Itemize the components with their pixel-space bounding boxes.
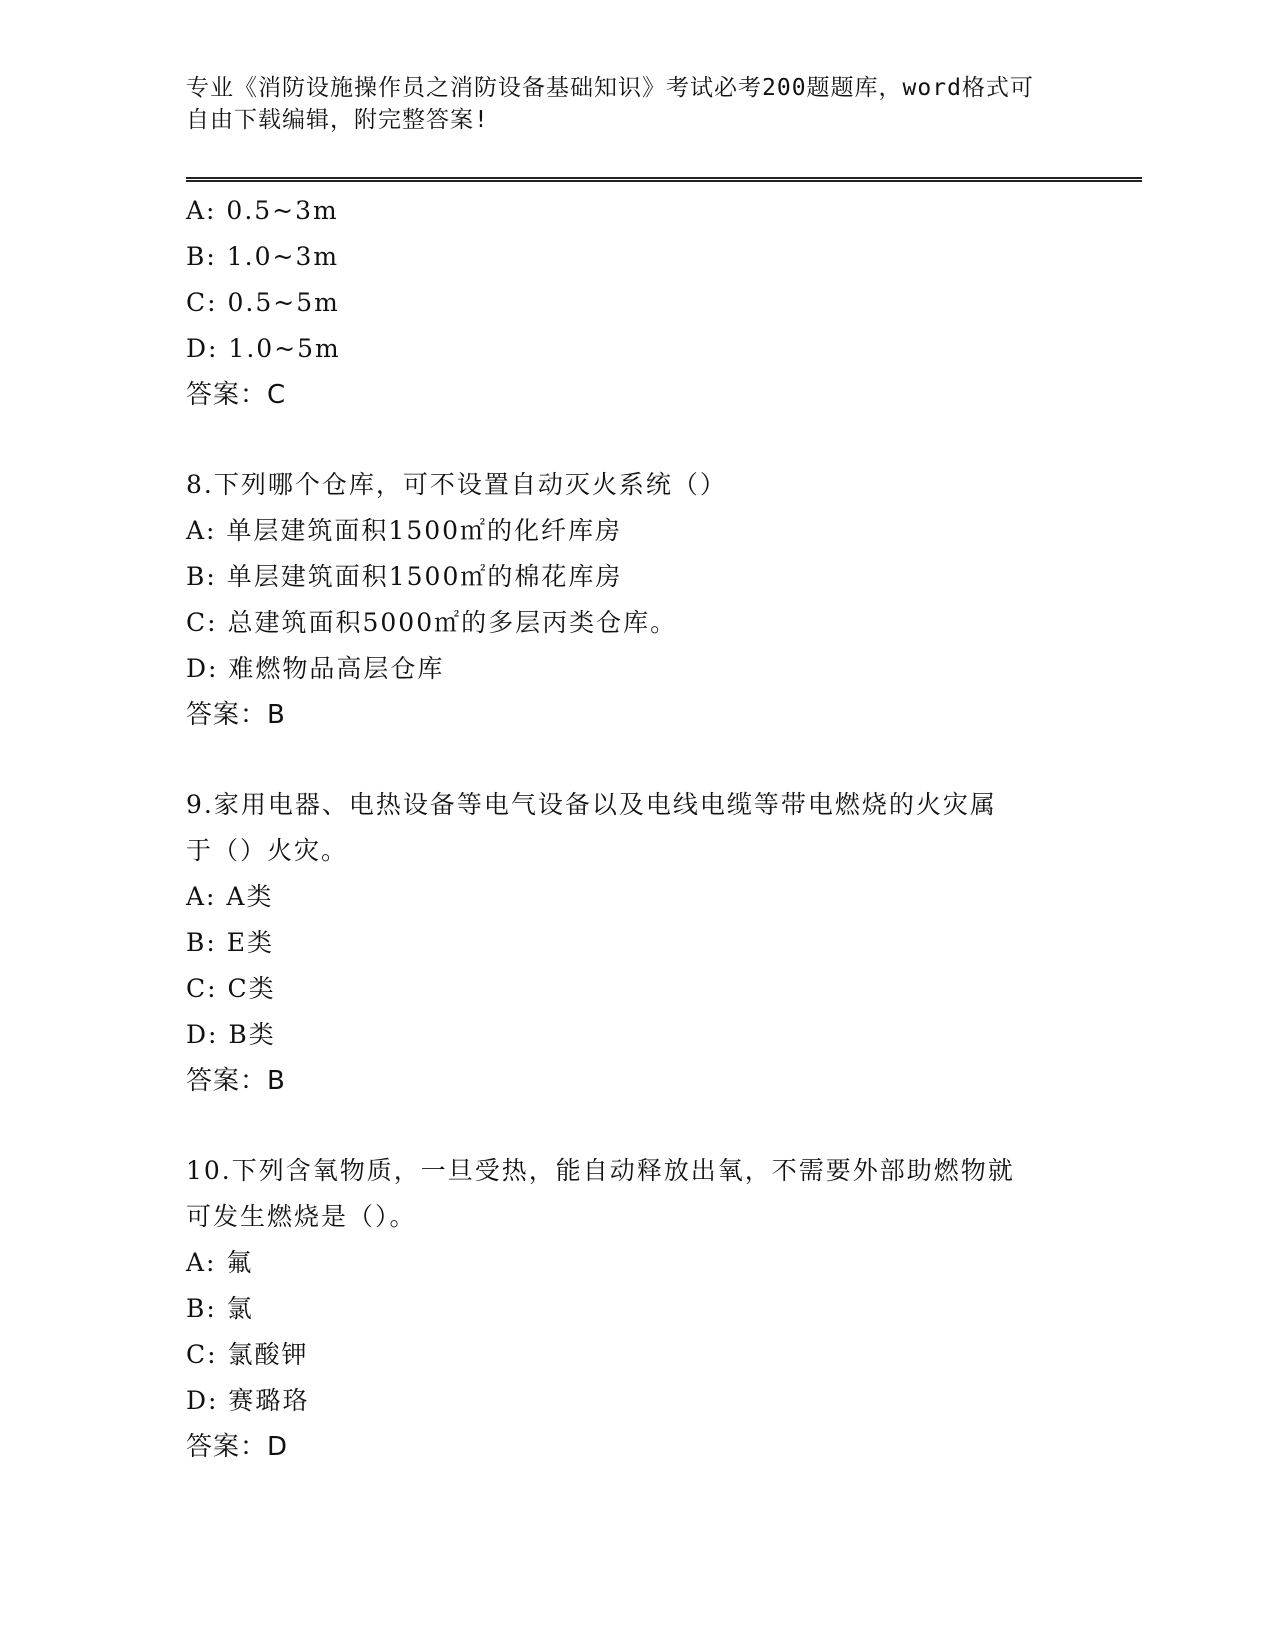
option-d: D: 难燃物品高层仓库 (186, 654, 445, 683)
spacer (186, 1104, 1086, 1148)
option-b: B: E类 (186, 928, 274, 957)
header-line-2: 自由下载编辑，附完整答案! (186, 107, 489, 133)
answer-line: 答案：B (186, 700, 286, 730)
question-10 (186, 1148, 1086, 1470)
spacer (186, 418, 1086, 462)
option-c: C: 0.5~5m (186, 288, 340, 317)
question-stem: 10.下列含氧物质，一旦受热，能自动释放出氧，不需要外部助燃物就 (186, 1156, 1015, 1185)
question-list (186, 188, 1086, 1470)
option-c: C: 氯酸钾 (186, 1340, 309, 1369)
option-b: B: 氯 (186, 1294, 254, 1323)
question-stem-continued: 可发生燃烧是（）。 (186, 1202, 417, 1231)
option-d: D: B类 (186, 1020, 276, 1049)
option-c: C: 总建筑面积5000㎡的多层丙类仓库。 (186, 608, 678, 637)
question-8 (186, 462, 1086, 738)
header-divider (186, 177, 1142, 182)
option-a: A: A类 (186, 882, 274, 911)
option-b: B: 1.0~3m (186, 242, 340, 271)
question-stem: 9.家用电器、电热设备等电气设备以及电线电缆等带电燃烧的火灾属 (186, 790, 997, 819)
document-header (186, 72, 1086, 136)
header-line-1: 专业《消防设施操作员之消防设备基础知识》考试必考200题题库，word格式可 (186, 75, 1034, 101)
option-a: A: 氟 (186, 1248, 254, 1277)
question-7 (186, 188, 1086, 418)
answer-line: 答案：B (186, 1066, 286, 1096)
option-a: A: 0.5~3m (186, 196, 339, 225)
answer-line: 答案：D (186, 1432, 289, 1462)
option-a: A: 单层建筑面积1500㎡的化纤库房 (186, 516, 623, 545)
option-b: B: 单层建筑面积1500㎡的棉花库房 (186, 562, 623, 591)
question-stem-continued: 于（）火灾。 (186, 836, 349, 865)
option-d: D: 1.0~5m (186, 334, 341, 363)
answer-line: 答案：C (186, 380, 287, 410)
question-9 (186, 782, 1086, 1104)
option-c: C: C类 (186, 974, 276, 1003)
spacer (186, 738, 1086, 782)
question-stem: 8.下列哪个仓库，可不设置自动灭火系统（） (186, 470, 727, 499)
option-d: D: 赛璐珞 (186, 1386, 310, 1415)
